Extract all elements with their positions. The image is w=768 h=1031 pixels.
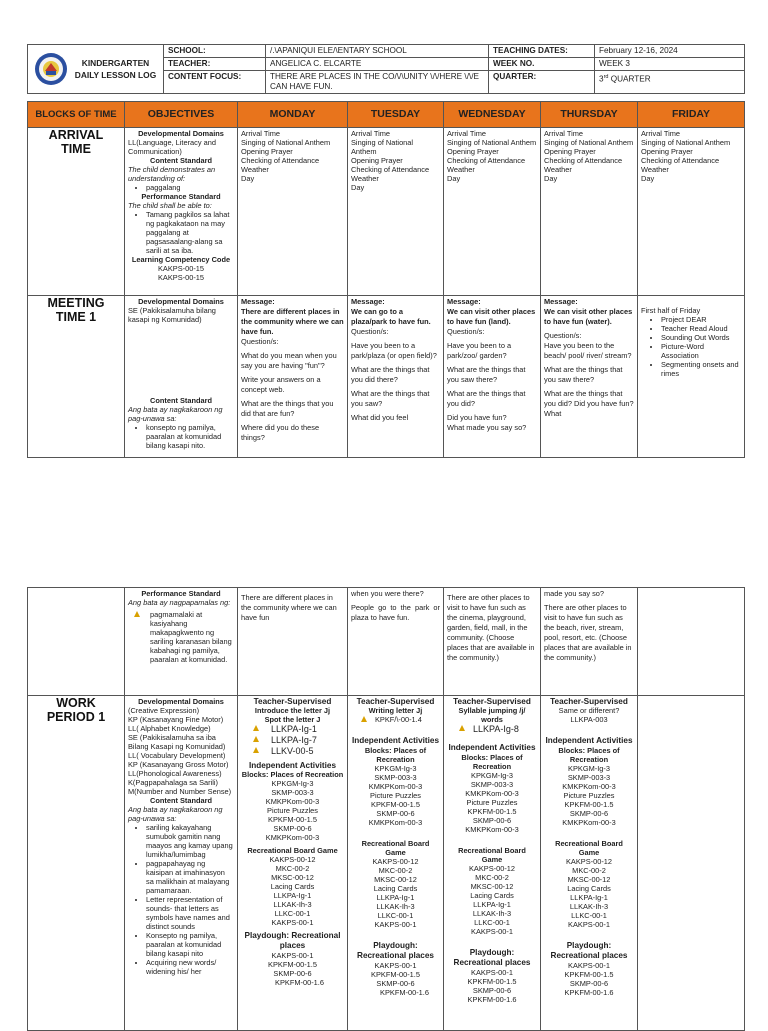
- list-item: KP (Kasanayang Gross Motor): [128, 760, 229, 769]
- meeting-friday: [638, 296, 745, 458]
- work-thu-ts-code: LLKPA-003: [570, 715, 608, 724]
- arrival-cs-text: The child demonstrates an understanding of:: [128, 165, 216, 183]
- list-item: KPKFM-00-1.6: [275, 978, 324, 987]
- meeting-thursday: [541, 296, 638, 458]
- list-item: KMKPKom-00-3: [562, 782, 616, 791]
- meeting-tue-msg: We can go to a plaza/park to have fun.: [351, 307, 431, 326]
- work-mon-ts-title: Teacher-Supervised: [253, 697, 332, 706]
- list-item: KP (Kasanayang Fine Motor): [128, 715, 224, 724]
- list-item: MKC-00-2: [378, 866, 413, 875]
- deped-seal-icon: [34, 52, 68, 86]
- col-blocks-of-time: BLOCKS OF TIME: [28, 102, 125, 128]
- list-item: [241, 746, 344, 757]
- meeting-thu-q-label: Question/s:: [544, 331, 582, 340]
- work-wed-ts-title: Teacher-Supervised: [453, 697, 531, 706]
- list-item: • konsepto ng pamilya, paaralan at komunidad bilang kasapi nito.: [146, 423, 234, 450]
- work-tue-ia-title: Independent Activities: [351, 736, 440, 745]
- meeting-thu-q2: What are the things that you saw there?: [544, 365, 623, 384]
- list-item: SKMP-00-6: [569, 809, 609, 818]
- work-friday: [638, 696, 745, 1031]
- list-item: MKSC-00-12: [567, 875, 611, 884]
- arrival-monday: [238, 128, 348, 296]
- p2-wednesday: [444, 588, 541, 696]
- list-item: KAKPS-00-12: [565, 857, 612, 866]
- col-objectives: OBJECTIVES: [125, 102, 238, 128]
- list-item: SKMP-00-6: [376, 809, 415, 818]
- list-item: Opening Prayer: [351, 156, 403, 165]
- meeting-dev-text: SE (Pakikisalamuha bilang kasapi ng Komunidad): [128, 306, 216, 324]
- list-item: Singing of National Anthem: [447, 138, 537, 147]
- meeting-wed-q4: Did you have fun?: [447, 413, 507, 422]
- p2-thursday: [541, 588, 638, 696]
- work-tue-ts-title: Teacher-Supervised: [356, 697, 435, 706]
- week-label: WEEK NO.: [489, 58, 595, 71]
- arrival-cs-title: Content Standard: [150, 156, 212, 165]
- arrival-ps-text: The child shall be able to:: [128, 201, 212, 210]
- list-item: Weather: [641, 165, 669, 174]
- list-item: Weather: [544, 165, 572, 174]
- list-item: Picture Puzzles: [370, 791, 421, 800]
- list-item: KPKFM-00-1.5: [268, 815, 317, 824]
- block-empty: [28, 588, 125, 696]
- list-item: • Tamang pagkilos sa lahat ng pagkakataon na may paggalang at pagsasaalang-alang sa sarili at sa iba.: [146, 210, 234, 255]
- list-item: LLKC-00-1: [377, 911, 414, 920]
- list-item: [241, 735, 344, 746]
- list-item: KMKPKom-00-3: [465, 789, 519, 798]
- dates-label: TEACHING DATES:: [489, 45, 595, 58]
- arrival-lcc-title: Learning Competency Code: [131, 255, 231, 264]
- meeting-wed-q3: What are the things that you did?: [447, 389, 526, 408]
- list-item: Picture Puzzles: [267, 806, 318, 815]
- meeting-tue-q4: What did you feel: [351, 413, 409, 422]
- arrival-cs-list: [128, 183, 234, 192]
- work-tue-ts-sub: Writing letter Jj: [368, 706, 423, 715]
- row-arrival-time: [28, 128, 745, 296]
- arrival-objectives: [125, 128, 238, 296]
- list-item: KPKGM-Ig-3: [471, 771, 513, 780]
- arrival-lcc-1: KAKPS-00-15: [157, 264, 204, 273]
- work-mon-ts-sub2: Spot the letter J: [264, 715, 321, 724]
- block-work-period-1: WORK PERIOD 1: [28, 696, 125, 1031]
- quarter-rest: QUARTER: [608, 74, 651, 84]
- meeting-mon-q1: What do you mean when you say you are having "fun"?: [241, 351, 337, 370]
- p2-mon-text: There are different places in the community where we can have fun: [241, 593, 337, 622]
- list-item: KAKPS-00-1: [271, 951, 314, 960]
- list-item: • Segmenting onsets and rimes: [661, 360, 741, 378]
- list-item: M(Number and Number Sense): [128, 787, 232, 796]
- col-friday: FRIDAY: [638, 102, 745, 128]
- work-mon-ia-title: Independent Activities: [248, 761, 337, 770]
- header-table: [27, 44, 745, 94]
- list-item: Singing of National Anthem: [641, 138, 731, 147]
- list-item: Checking of Attendance: [641, 156, 720, 165]
- list-item: KAKPS-00-1: [271, 918, 314, 927]
- list-item: SKMP-003-3: [470, 780, 514, 789]
- meeting-thu-q3: What are the things that you did? Did you have fun? What: [544, 389, 634, 418]
- list-item: LL( Alphabet Knowledge): [128, 724, 211, 733]
- header-title-dll: DAILY LESSON LOG: [74, 70, 157, 80]
- list-item: MKC-00-2: [475, 873, 509, 882]
- list-item: Lacing Cards: [567, 884, 611, 893]
- list-item: Day: [351, 183, 365, 192]
- col-wednesday: WEDNESDAY: [444, 102, 541, 128]
- list-item: Weather: [447, 165, 475, 174]
- list-item: Arrival Time: [241, 129, 281, 138]
- school-value: /.\APANIQUI ELE/\ENTARY SCHOOL: [266, 45, 489, 58]
- work-tuesday: [348, 696, 444, 1031]
- work-thu-ia-sub: Blocks: Places of Recreation: [558, 746, 620, 764]
- work-tue-pd-title: Playdough: Recreational places: [357, 941, 434, 960]
- list-item: MKSC-00-12: [470, 882, 514, 891]
- block-meeting-time-1: MEETING TIME 1: [28, 296, 125, 458]
- work-wed-ia-sub: Blocks: Places of Recreation: [461, 753, 523, 771]
- work-wednesday: [444, 696, 541, 1031]
- list-item: MKSC-00-12: [374, 875, 417, 884]
- list-item: LLKAK-Ih-3: [376, 902, 415, 911]
- flag-bullet-icon: [459, 725, 466, 732]
- p2-thu-text-1: made you say so?: [544, 589, 604, 598]
- work-thu-ia-title: Independent Activities: [545, 736, 633, 745]
- meeting-tue-q-label: Question/s:: [351, 327, 389, 336]
- arrival-ps-list: [128, 210, 234, 255]
- list-item: • paggalang: [146, 183, 234, 192]
- meeting-wed-q-label: Question/s:: [447, 327, 485, 336]
- list-item: KAKPS-00-1: [374, 961, 417, 970]
- week-value: WEEK 3: [595, 58, 745, 71]
- meeting-mon-q2: Write your answers on a concept web.: [241, 375, 321, 394]
- meeting-tue-msg-label: Message:: [351, 297, 385, 306]
- list-item: KMKPKom-00-3: [368, 818, 423, 827]
- list-item: Checking of Attendance: [351, 165, 430, 174]
- work-wed-ts-sub: Syllable jumping /j/ words: [458, 706, 526, 724]
- flag-bullet-icon: [134, 611, 141, 618]
- work-monday: [238, 696, 348, 1031]
- meeting-objectives: [125, 296, 238, 458]
- col-thursday: THURSDAY: [541, 102, 638, 128]
- teacher-value: ANGELICA C. ELCARTE: [266, 58, 489, 71]
- p2-thu-text-2: There are other places to visit to have fun such as the beach, river, stream, pool, resort, etc. (Choose places that are available in the community.): [544, 603, 632, 662]
- meeting-wednesday: [444, 296, 541, 458]
- list-item: SKMP-003-3: [374, 773, 417, 782]
- list-item: LLKPA-Ig-1: [376, 893, 415, 902]
- list-item: Checking of Attendance: [241, 156, 320, 165]
- list-item: Weather: [351, 174, 379, 183]
- meeting-thu-q1: Have you been to the beach/ pool/ river/ stream?: [544, 341, 632, 360]
- teacher-label: TEACHER:: [164, 58, 266, 71]
- list-item: KMKPKom-00-3: [562, 818, 616, 827]
- header-title-kindergarten: KINDERGARTEN: [81, 58, 150, 68]
- list-item: KAKPS-00-1: [471, 968, 513, 977]
- continuation-table: [27, 587, 745, 1031]
- list-item: LLKAK-Ih-3: [569, 902, 609, 911]
- meeting-mon-q4: Where did you do these things?: [241, 423, 320, 442]
- arrival-ps-title: Performance Standard: [141, 192, 221, 201]
- arrival-dev-text: LL(Language, Literacy and Communication): [128, 138, 216, 156]
- list-item: Lacing Cards: [373, 884, 418, 893]
- meeting-tue-q3: What are the things that you saw?: [351, 389, 430, 408]
- work-wed-rb-title: Recreational Board Game: [458, 846, 526, 864]
- quarter-sup: rd: [603, 74, 609, 80]
- list-item: KPKFM-00-1.5: [371, 970, 420, 979]
- meeting-ps-item: pagmamalaki at kasiyahang makapagkwento ng sariling karanasan bilang kabahagi ng pamilya, paaralan at komunidad.: [150, 610, 232, 664]
- row-work-period-1: [28, 696, 745, 1031]
- list-item: KAKPS-00-1: [568, 961, 610, 970]
- list-item: Checking of Attendance: [544, 156, 623, 165]
- work-mon-ts-sub: Introduce the letter Jj: [254, 706, 331, 715]
- header-logo-cell: [28, 45, 164, 94]
- meeting-cs-title: Content Standard: [150, 396, 212, 405]
- work-thursday: [541, 696, 638, 1031]
- list-item: MKC-00-2: [275, 864, 310, 873]
- quarter-num: 3: [599, 74, 604, 84]
- list-item: Day: [447, 174, 461, 183]
- list-item: Singing of National Anthem: [351, 138, 414, 156]
- meeting-mon-q3: What are the things that you did that are fun?: [241, 399, 334, 418]
- list-item: Arrival Time: [641, 129, 681, 138]
- meeting-fri-intro: First half of Friday: [641, 306, 701, 315]
- list-item: K(Pagpapahalaga sa Sarili): [128, 778, 218, 787]
- list-item: KPKFM-00-1.6: [380, 988, 429, 997]
- list-item: Day: [641, 174, 655, 183]
- meeting-dev-title: Developmental Domains: [138, 297, 224, 306]
- meeting-monday: [238, 296, 348, 458]
- list-item: Picture Puzzles: [563, 791, 615, 800]
- row-meeting-time-1: [28, 296, 745, 458]
- list-item: KMKPKom-00-3: [265, 833, 320, 842]
- work-thu-ts-title: Teacher-Supervised: [550, 697, 628, 706]
- list-item: (Creative Expression): [128, 706, 200, 715]
- list-item: • Konsepto ng pamilya, paaralan at komunidad bilang kasapi nito: [146, 931, 234, 958]
- list-item: SKMP-00-6: [472, 816, 512, 825]
- flag-bullet-icon: [253, 747, 260, 754]
- list-item: LLKPA-Ig-1: [473, 900, 511, 909]
- list-item: Arrival Time: [544, 129, 584, 138]
- list-item: LLKPA-Ig-1: [273, 891, 312, 900]
- list-item: Weather: [241, 165, 269, 174]
- arrival-thursday: [541, 128, 638, 296]
- list-item: • pagpapahayag ng kaisipan at imahinasyon sa malikhain at malayang pamamaraan.: [146, 859, 234, 895]
- meeting-fri-list: [641, 315, 741, 378]
- meeting-ps-title: Performance Standard: [141, 589, 221, 598]
- list-item: LL(Phonological Awareness): [128, 769, 222, 778]
- work-dev-title: Developmental Domains: [138, 697, 224, 706]
- list-item: KPKGM-Ig-3: [568, 764, 610, 773]
- work-wed-ia-title: Independent Activities: [448, 743, 536, 752]
- list-item: • Teacher Read Aloud: [661, 324, 741, 333]
- work-thu-ts-sub: Same or different?: [558, 706, 620, 715]
- p2-tue-text-1: when you were there?: [351, 589, 424, 598]
- work-wed-ts-code: LLKPA-Ig-8: [473, 724, 519, 734]
- col-monday: MONDAY: [238, 102, 348, 128]
- list-item: KAKPS-00-12: [372, 857, 419, 866]
- work-thu-rb-title: Recreational Board Game: [555, 839, 623, 857]
- meeting-wed-q1: Have you been to a park/zoo/ garden?: [447, 341, 512, 360]
- list-item: Lacing Cards: [270, 882, 315, 891]
- flag-bullet-icon: [253, 725, 260, 732]
- list-item: Opening Prayer: [544, 147, 596, 156]
- dates-value: February 12-16, 2024: [595, 45, 745, 58]
- list-item: Picture Puzzles: [466, 798, 518, 807]
- work-mon-ts-code-3: LLKV-00-5: [271, 746, 314, 756]
- meeting-wed-msg-label: Message:: [447, 297, 481, 306]
- list-item: KAKPS-00-1: [568, 920, 610, 929]
- work-cs-list: [128, 823, 234, 976]
- list-item: KPKFM-00-1.5: [371, 800, 420, 809]
- meeting-tuesday: [348, 296, 444, 458]
- list-item: KMKPKom-00-3: [265, 797, 320, 806]
- list-item: SKMP-00-6: [472, 986, 512, 995]
- list-item: SKMP-00-6: [376, 979, 415, 988]
- work-tue-ts-code: KPKF/\-00-1.4: [375, 715, 422, 724]
- list-item: • sariling kakayahang sumubok gamitin nang maayos ang kamay upang lumikha/lumimbag: [146, 823, 234, 859]
- work-cs-text: Ang bata ay nagkakaroon ng pag-unawa sa:: [128, 805, 223, 823]
- list-item: MKC-00-2: [572, 866, 606, 875]
- list-item: • Sounding Out Words: [661, 333, 741, 342]
- list-item: [351, 715, 440, 724]
- list-item: Arrival Time: [447, 129, 487, 138]
- arrival-lcc-2: KAKPS-00-15: [157, 273, 204, 282]
- work-mon-ts-code-1: LLKPA-Ig-1: [271, 724, 317, 734]
- list-item: LLKPA-Ig-1: [570, 893, 608, 902]
- focus-value: THERE ARE PLACES IN THE CO/\/\UNITY \/\/HERE \/\/E CAN HAVE FUN.: [266, 71, 489, 94]
- list-item: Day: [544, 174, 558, 183]
- meeting-cs-text: Ang bata ay nagkakaroon ng pag-unawa sa:: [128, 405, 223, 423]
- list-item: KPKFM-00-1.6: [467, 995, 517, 1004]
- list-item: MKSC-00-12: [271, 873, 314, 882]
- list-item: KPKGM-Ig-3: [271, 779, 314, 788]
- meeting-wed-q5: What made you say so?: [447, 423, 527, 432]
- quarter-value: [595, 71, 745, 94]
- list-item: SKMP-003-3: [271, 788, 314, 797]
- list-item: LLKAK-Ih-3: [472, 909, 512, 918]
- p2-wed-text: There are other places to visit to have fun such as the cinema, playground, garden, field, mall, in the community. (Choose places that are available in the community.): [447, 593, 535, 662]
- meeting-mon-q-label: Question/s:: [241, 337, 279, 346]
- list-item: • Picture-Word Association: [661, 342, 741, 360]
- p2-friday: [638, 588, 745, 696]
- list-item: SE (Pakikisalamuha sa iba Bilang Kasapi ng Komunidad): [128, 733, 226, 751]
- work-mon-pd-title: Playdough: Recreational places: [244, 931, 341, 950]
- list-item: KMKPKom-00-3: [465, 825, 519, 834]
- list-item: SKMP-00-6: [273, 969, 312, 978]
- list-item: LLKC-00-1: [474, 918, 510, 927]
- work-cs-title: Content Standard: [150, 796, 212, 805]
- list-item: KPKFM-00-1.5: [564, 800, 614, 809]
- meeting-tue-q1: Have you been to a park/plaza (or open field)?: [351, 341, 437, 360]
- meeting-ps-text: Ang bata ay nagpapamalas ng:: [128, 598, 231, 607]
- meeting-tue-q2: What are the things that you did there?: [351, 365, 430, 384]
- meeting-mon-msg: There are different places in the community where we can have fun.: [241, 307, 344, 336]
- main-table: [27, 101, 745, 458]
- flag-bullet-icon: [361, 716, 368, 723]
- work-mon-rb-title: Recreational Board Game: [247, 846, 338, 855]
- meeting-thu-msg-label: Message:: [544, 297, 578, 306]
- list-item: KPKFM-00-1.5: [467, 977, 517, 986]
- work-thu-pd-title: Playdough: Recreational places: [550, 941, 628, 960]
- flag-bullet-icon: [253, 736, 260, 743]
- list-item: KPKFM-00-1.6: [564, 988, 614, 997]
- list-item: SKMP-003-3: [567, 773, 611, 782]
- list-item: Singing of National Anthem: [544, 138, 634, 147]
- list-item: KPKGM-Ig-3: [374, 764, 417, 773]
- list-item: Singing of National Anthem: [241, 138, 331, 147]
- work-tue-rb-title: Recreational Board Game: [361, 839, 430, 857]
- block-arrival-time: ARRIVAL TIME: [28, 128, 125, 296]
- school-label: SCHOOL:: [164, 45, 266, 58]
- work-wed-pd-title: Playdough: Recreational places: [453, 948, 531, 967]
- list-item: Opening Prayer: [241, 147, 293, 156]
- list-item: KPKFM-00-1.5: [268, 960, 317, 969]
- meeting-ps: [125, 588, 238, 696]
- list-item: • Acquiring new words/ widening his/ her: [146, 958, 234, 976]
- list-item: KAKPS-00-1: [374, 920, 417, 929]
- list-item: • Project DEAR: [661, 315, 741, 324]
- work-mon-ia-sub: Blocks: Places of Recreation: [241, 770, 344, 779]
- meeting-wed-msg: We can visit other places to have fun (land).: [447, 307, 536, 326]
- list-item: LL( Vocabulary Development): [128, 751, 226, 760]
- work-tue-ia-sub: Blocks: Places of Recreation: [364, 746, 427, 764]
- list-item: KAKPS-00-12: [468, 864, 515, 873]
- list-item: Checking of Attendance: [447, 156, 526, 165]
- list-item: [447, 724, 537, 735]
- work-objectives: [125, 696, 238, 1031]
- p2-monday: [238, 588, 348, 696]
- meeting-cs-list: [128, 423, 234, 450]
- quarter-label: QUARTER:: [489, 71, 595, 94]
- list-item: Opening Prayer: [447, 147, 499, 156]
- arrival-dev-title: Developmental Domains: [138, 129, 224, 138]
- list-item: SKMP-00-6: [273, 824, 312, 833]
- list-item: LLKAK-Ih-3: [273, 900, 312, 909]
- arrival-friday: [638, 128, 745, 296]
- list-item: Lacing Cards: [470, 891, 514, 900]
- list-item: SKMP-00-6: [569, 979, 609, 988]
- list-item: LLKC-00-1: [274, 909, 311, 918]
- list-item: KPKFM-00-1.5: [467, 807, 517, 816]
- list-item: Opening Prayer: [641, 147, 693, 156]
- col-tuesday: TUESDAY: [348, 102, 444, 128]
- list-item: KAKPS-00-12: [269, 855, 316, 864]
- list-item: [128, 610, 234, 664]
- list-item: KMKPKom-00-3: [368, 782, 423, 791]
- meeting-wed-q2: What are the things that you saw there?: [447, 365, 526, 384]
- focus-label: CONTENT FOCUS:: [164, 71, 266, 94]
- meeting-mon-msg-label: Message:: [241, 297, 275, 306]
- list-item: KAKPS-00-1: [471, 927, 513, 936]
- p2-tue-text-2: People go to the park or plaza to have fun.: [351, 603, 440, 622]
- list-item: LLKC-00-1: [571, 911, 607, 920]
- work-mon-ts-code-2: LLKPA-Ig-7: [271, 735, 317, 745]
- list-item: Arrival Time: [351, 129, 391, 138]
- list-item: [241, 724, 344, 735]
- p2-tuesday: [348, 588, 444, 696]
- arrival-tuesday: [348, 128, 444, 296]
- arrival-wednesday: [444, 128, 541, 296]
- list-item: • Letter representation of sounds- that letters as symbols have names and distinct sounds: [146, 895, 234, 931]
- list-item: KPKFM-00-1.5: [564, 970, 614, 979]
- meeting-thu-msg: We can visit other places to have fun (water).: [544, 307, 633, 326]
- row-meeting-continued: [28, 588, 745, 696]
- list-item: Day: [241, 174, 255, 183]
